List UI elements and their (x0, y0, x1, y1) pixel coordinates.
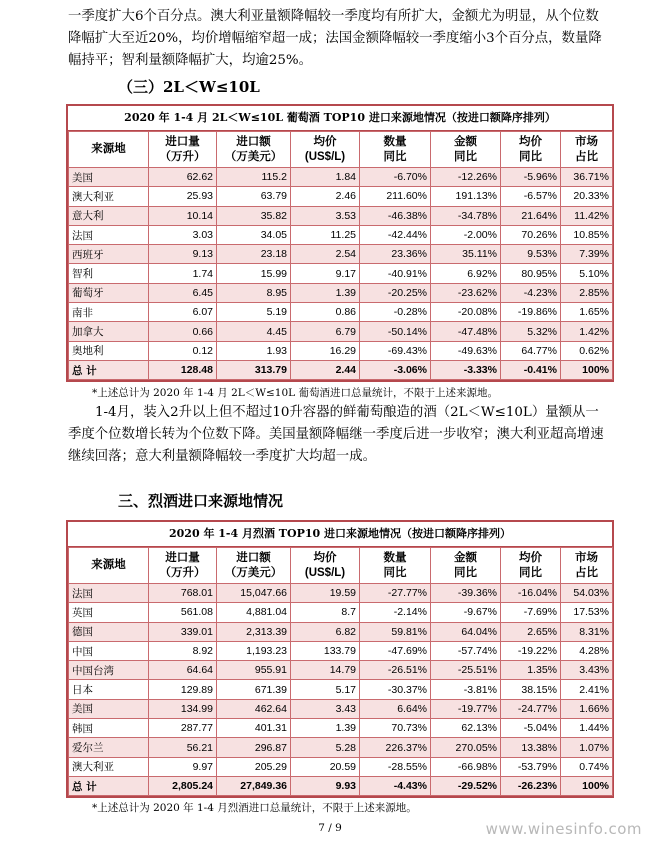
total-value: 100% (561, 776, 613, 795)
table-row (69, 641, 613, 660)
analysis-paragraph: 1-4月，装入2升以上但不超过10升容器的鲜葡萄酿造的酒（2L＜W≤10L）量额从一季度个位数增长转为个位数下降。美国量额降幅继一季度后进一步收窄；澳大利亚超高增速继续回落；意大利量额降幅较一季度扩大均超一成。 (68, 405, 604, 464)
value-cell: -20.08% (431, 303, 501, 322)
value-cell: -50.14% (360, 322, 431, 341)
table-row (69, 225, 613, 244)
value-cell: -5.96% (501, 168, 561, 187)
value-cell: 11.42% (561, 206, 613, 225)
value-cell: 129.89 (149, 680, 217, 699)
source-country-cell: 英国 (69, 603, 149, 622)
value-cell: 5.32% (501, 322, 561, 341)
table-row (69, 699, 613, 718)
value-cell: 4,881.04 (217, 603, 291, 622)
value-cell: -47.48% (431, 322, 501, 341)
column-header: 进口额 （万美元） (217, 548, 291, 584)
source-country-cell: 韩国 (69, 719, 149, 738)
value-cell: -28.55% (360, 757, 431, 776)
value-cell: -34.78% (431, 206, 501, 225)
source-country-cell: 美国 (69, 699, 149, 718)
value-cell: 955.91 (217, 661, 291, 680)
value-cell: 36.71% (561, 168, 613, 187)
value-cell: 296.87 (217, 738, 291, 757)
value-cell: 15,047.66 (217, 584, 291, 603)
value-cell: 1.42% (561, 322, 613, 341)
value-cell: 6.92% (431, 264, 501, 283)
watermark: www.winesinfo.com (485, 820, 642, 838)
value-cell: 9.53% (501, 245, 561, 264)
value-cell: 1.84 (291, 168, 360, 187)
value-cell: 1.74 (149, 264, 217, 283)
column-header: 均价 同比 (501, 548, 561, 584)
column-header: 来源地 (69, 548, 149, 584)
value-cell: 70.26% (501, 225, 561, 244)
table-row (69, 264, 613, 283)
source-country-cell: 美国 (69, 168, 149, 187)
value-cell: -66.98% (431, 757, 501, 776)
table-spirits-note: *上述总计为 2020 年 1-4 月烈酒进口总量统计，不限于上述来源地。 (92, 802, 417, 814)
source-country-cell: 德国 (69, 622, 149, 641)
value-cell: 2.65% (501, 622, 561, 641)
value-cell: 287.77 (149, 719, 217, 738)
value-cell: -40.91% (360, 264, 431, 283)
value-cell: -7.69% (501, 603, 561, 622)
source-country-cell: 中国 (69, 641, 149, 660)
value-cell: 1,193.23 (217, 641, 291, 660)
value-cell: 17.53% (561, 603, 613, 622)
table-row (69, 187, 613, 206)
table-row (69, 584, 613, 603)
column-header: 数量 同比 (360, 132, 431, 168)
source-country-cell: 葡萄牙 (69, 283, 149, 302)
value-cell: 5.19 (217, 303, 291, 322)
value-cell: 339.01 (149, 622, 217, 641)
value-cell: -46.38% (360, 206, 431, 225)
value-cell: -23.62% (431, 283, 501, 302)
value-cell: 23.36% (360, 245, 431, 264)
value-cell: 1.65% (561, 303, 613, 322)
value-cell: -24.77% (501, 699, 561, 718)
value-cell: -0.28% (360, 303, 431, 322)
total-value: 2.44 (291, 360, 360, 379)
value-cell: 9.13 (149, 245, 217, 264)
column-header: 均价 (US$/L) (291, 548, 360, 584)
value-cell: -26.51% (360, 661, 431, 680)
table-row (69, 206, 613, 225)
value-cell: -19.77% (431, 699, 501, 718)
value-cell: 4.45 (217, 322, 291, 341)
total-value: -29.52% (431, 776, 501, 795)
value-cell: -2.00% (431, 225, 501, 244)
column-header: 市场 占比 (561, 548, 613, 584)
value-cell: 6.82 (291, 622, 360, 641)
value-cell: 14.79 (291, 661, 360, 680)
value-cell: 462.64 (217, 699, 291, 718)
column-header: 进口量 （万升） (149, 548, 217, 584)
value-cell: 56.21 (149, 738, 217, 757)
value-cell: 8.95 (217, 283, 291, 302)
value-cell: -19.86% (501, 303, 561, 322)
source-country-cell: 爱尔兰 (69, 738, 149, 757)
value-cell: -30.37% (360, 680, 431, 699)
total-value: 9.93 (291, 776, 360, 795)
source-country-cell: 南非 (69, 303, 149, 322)
value-cell: -49.63% (431, 341, 501, 360)
total-value: -3.06% (360, 360, 431, 379)
value-cell: 64.04% (431, 622, 501, 641)
value-cell: 9.97 (149, 757, 217, 776)
value-cell: 133.79 (291, 641, 360, 660)
column-header: 金额 同比 (431, 548, 501, 584)
table-row (69, 603, 613, 622)
total-value: 27,849.36 (217, 776, 291, 795)
source-country-cell: 奥地利 (69, 341, 149, 360)
table-row (69, 661, 613, 680)
value-cell: 8.7 (291, 603, 360, 622)
value-cell: -9.67% (431, 603, 501, 622)
value-cell: 15.99 (217, 264, 291, 283)
source-country-cell: 智利 (69, 264, 149, 283)
table-row (69, 322, 613, 341)
source-country-cell: 日本 (69, 680, 149, 699)
value-cell: -27.77% (360, 584, 431, 603)
total-value: 100% (561, 360, 613, 379)
value-cell: 62.13% (431, 719, 501, 738)
total-label: 总 计 (69, 776, 149, 795)
value-cell: 34.05 (217, 225, 291, 244)
value-cell: 401.31 (217, 719, 291, 738)
value-cell: -6.57% (501, 187, 561, 206)
table-2l-10l-note: *上述总计为 2020 年 1-4 月 2L＜W≤10L 葡萄酒进口总量统计，不限于上述来源地。 (92, 387, 498, 399)
total-row (69, 776, 613, 795)
value-cell: -16.04% (501, 584, 561, 603)
table-row (69, 245, 613, 264)
column-header: 均价 同比 (501, 132, 561, 168)
value-cell: 59.81% (360, 622, 431, 641)
value-cell: 2.41% (561, 680, 613, 699)
value-cell: 7.39% (561, 245, 613, 264)
value-cell: 2.46 (291, 187, 360, 206)
table-row (69, 303, 613, 322)
value-cell: 16.29 (291, 341, 360, 360)
value-cell: 3.43 (291, 699, 360, 718)
value-cell: -19.22% (501, 641, 561, 660)
value-cell: 3.43% (561, 661, 613, 680)
section-heading-2l-10l: （三）2L＜W≤10L (118, 78, 260, 96)
table-row (69, 757, 613, 776)
source-country-cell: 加拿大 (69, 322, 149, 341)
column-header: 市场 占比 (561, 132, 613, 168)
value-cell: 115.2 (217, 168, 291, 187)
table-spirits-grid (68, 547, 613, 796)
value-cell: 70.73% (360, 719, 431, 738)
value-cell: -39.36% (431, 584, 501, 603)
value-cell: 10.14 (149, 206, 217, 225)
value-cell: 4.28% (561, 641, 613, 660)
value-cell: -2.14% (360, 603, 431, 622)
source-country-cell: 法国 (69, 584, 149, 603)
value-cell: 191.13% (431, 187, 501, 206)
table-row (69, 622, 613, 641)
value-cell: 13.38% (501, 738, 561, 757)
value-cell: 6.07 (149, 303, 217, 322)
value-cell: 3.03 (149, 225, 217, 244)
total-value: -0.41% (501, 360, 561, 379)
value-cell: -6.70% (360, 168, 431, 187)
value-cell: -3.81% (431, 680, 501, 699)
value-cell: -42.44% (360, 225, 431, 244)
table-row (69, 168, 613, 187)
value-cell: 0.62% (561, 341, 613, 360)
table-spirits (66, 520, 614, 798)
table-2l-10l (66, 104, 614, 382)
value-cell: 0.66 (149, 322, 217, 341)
total-value: 128.48 (149, 360, 217, 379)
value-cell: 0.12 (149, 341, 217, 360)
value-cell: 134.99 (149, 699, 217, 718)
value-cell: 64.64 (149, 661, 217, 680)
total-row (69, 360, 613, 379)
value-cell: 54.03% (561, 584, 613, 603)
value-cell: 11.25 (291, 225, 360, 244)
value-cell: 561.08 (149, 603, 217, 622)
value-cell: 1.39 (291, 283, 360, 302)
table-row (69, 738, 613, 757)
column-header: 金额 同比 (431, 132, 501, 168)
value-cell: 671.39 (217, 680, 291, 699)
value-cell: -47.69% (360, 641, 431, 660)
value-cell: 8.92 (149, 641, 217, 660)
value-cell: -5.04% (501, 719, 561, 738)
value-cell: 768.01 (149, 584, 217, 603)
total-value: 2,805.24 (149, 776, 217, 795)
value-cell: -53.79% (501, 757, 561, 776)
value-cell: 2.85% (561, 283, 613, 302)
value-cell: 23.18 (217, 245, 291, 264)
table-row (69, 680, 613, 699)
value-cell: 3.53 (291, 206, 360, 225)
value-cell: -12.26% (431, 168, 501, 187)
value-cell: 0.74% (561, 757, 613, 776)
column-header: 数量 同比 (360, 548, 431, 584)
value-cell: 0.86 (291, 303, 360, 322)
value-cell: 20.33% (561, 187, 613, 206)
source-country-cell: 西班牙 (69, 245, 149, 264)
value-cell: 226.37% (360, 738, 431, 757)
value-cell: -4.23% (501, 283, 561, 302)
value-cell: 35.82 (217, 206, 291, 225)
total-value: 313.79 (217, 360, 291, 379)
total-value: -4.43% (360, 776, 431, 795)
value-cell: -57.74% (431, 641, 501, 660)
value-cell: 8.31% (561, 622, 613, 641)
column-header: 进口量 （万升） (149, 132, 217, 168)
table-row (69, 719, 613, 738)
value-cell: 5.17 (291, 680, 360, 699)
source-country-cell: 澳大利亚 (69, 757, 149, 776)
value-cell: 1.39 (291, 719, 360, 738)
value-cell: 5.28 (291, 738, 360, 757)
table-2l-10l-grid (68, 131, 613, 380)
value-cell: 19.59 (291, 584, 360, 603)
value-cell: 62.62 (149, 168, 217, 187)
value-cell: -25.51% (431, 661, 501, 680)
total-label: 总 计 (69, 360, 149, 379)
value-cell: 6.64% (360, 699, 431, 718)
value-cell: 6.79 (291, 322, 360, 341)
value-cell: 1.35% (501, 661, 561, 680)
value-cell: 63.79 (217, 187, 291, 206)
page-number: 7 / 9 (318, 822, 342, 834)
value-cell: 270.05% (431, 738, 501, 757)
value-cell: 10.85% (561, 225, 613, 244)
section-heading-spirits: 三、烈酒进口来源地情况 (118, 492, 284, 510)
value-cell: -69.43% (360, 341, 431, 360)
value-cell: 1.44% (561, 719, 613, 738)
value-cell: 5.10% (561, 264, 613, 283)
table-row (69, 341, 613, 360)
column-header: 均价 (US$/L) (291, 132, 360, 168)
value-cell: 211.60% (360, 187, 431, 206)
value-cell: 1.66% (561, 699, 613, 718)
source-country-cell: 法国 (69, 225, 149, 244)
value-cell: 2.54 (291, 245, 360, 264)
value-cell: 64.77% (501, 341, 561, 360)
value-cell: 2,313.39 (217, 622, 291, 641)
source-country-cell: 澳大利亚 (69, 187, 149, 206)
total-value: -3.33% (431, 360, 501, 379)
value-cell: 9.17 (291, 264, 360, 283)
column-header: 来源地 (69, 132, 149, 168)
value-cell: 38.15% (501, 680, 561, 699)
value-cell: 205.29 (217, 757, 291, 776)
value-cell: 20.59 (291, 757, 360, 776)
total-value: -26.23% (501, 776, 561, 795)
value-cell: 35.11% (431, 245, 501, 264)
value-cell: 25.93 (149, 187, 217, 206)
table-2l-10l-title: 2020 年 1-4 月 2L＜W≤10L 葡萄酒 TOP10 进口来源地情况（按进口额降序排列） (68, 106, 612, 131)
table-row (69, 283, 613, 302)
intro-paragraph: 一季度扩大6个百分点。澳大利亚量额降幅较一季度均有所扩大，金额尤为明显，从个位数降幅扩大至近20%，均价增幅缩窄超一成；法国金额降幅较一季度缩小3个百分点，数量降幅持平；智利量额降幅扩大，均逾25%。 (68, 9, 602, 68)
source-country-cell: 中国台湾 (69, 661, 149, 680)
value-cell: 1.93 (217, 341, 291, 360)
column-header: 进口额 （万美元） (217, 132, 291, 168)
source-country-cell: 意大利 (69, 206, 149, 225)
table-spirits-title: 2020 年 1-4 月烈酒 TOP10 进口来源地情况（按进口额降序排列） (68, 522, 612, 547)
value-cell: 6.45 (149, 283, 217, 302)
value-cell: 21.64% (501, 206, 561, 225)
value-cell: 80.95% (501, 264, 561, 283)
value-cell: 1.07% (561, 738, 613, 757)
value-cell: -20.25% (360, 283, 431, 302)
